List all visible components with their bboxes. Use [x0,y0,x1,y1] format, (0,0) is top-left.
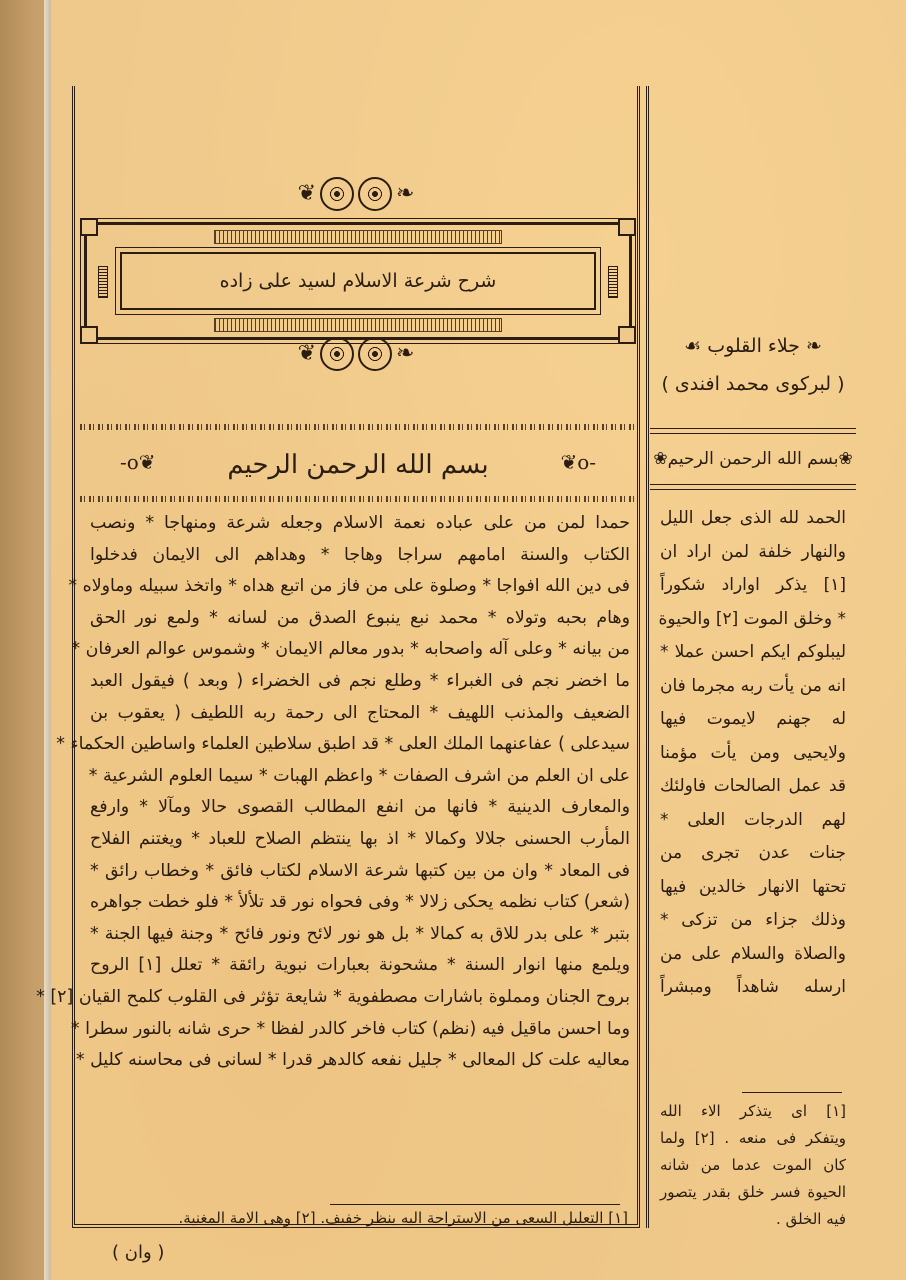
margin-basmala [650,434,856,484]
margin-footnote-line: كان الموت عدما من شانه [660,1156,846,1174]
margin-footnote-line: فيه الخلق . [776,1210,846,1228]
text-line: حمدا لمن من على عباده نعمة الاسلام وجعله شرعة ومنهاجا * ونصب [90,513,630,533]
text-line: (شعر) كتاب نظمه يحكى زلالا * وفى فحواه نور قد تلألأ * فلو خطت جواهره [90,892,630,913]
margin-footnote-line: الحيوة فسر خلق بقدر يتصور [660,1183,846,1201]
margin-title [650,328,856,364]
flourish-right-icon: ❦o- [560,450,596,474]
text-line: على ان العلم من اشرف الصفات * واعظم الهبات * سيما العلوم الشرعية * [88,765,630,786]
margin-text-line: قد عمل الصالحات فاولئك [660,776,846,796]
margin-text-line: تحتها الانهار خالدين فيها [660,876,846,897]
margin-header [650,328,856,404]
flourish-icon: ❧ [799,335,822,357]
rosette-icon [358,337,392,371]
text-line: الكتاب والسنة امامهم سراجا وهاجا * وهداهم الى الايمان فدخلوا [90,544,630,565]
basmala-band [84,434,632,496]
text-line: بتبر * على بدر للاق به كمالا * بل هو نور لائح ونور فائح * وجنة فيها الجنة * [90,923,630,944]
corner-square-icon [618,326,636,344]
book-spine [0,0,44,1280]
margin-column-divider [646,86,649,1228]
text-line: الضعيف والمذنب اللهيف * المحتاج الى رحمة ربه اللطيف ( يعقوب بن [90,702,630,723]
text-line: فى دين الله افواجا * وصلوة على من فاز من اتبع هداه * واتخذ سبيله وماولاه * [68,576,630,597]
text-line: من بيانه * وعلى آله واصحابه * بدور معالم الايمان * وشموس عوالم العرفان * [71,639,630,660]
margin-text-line: ليبلوكم ايكم احسن عملا * [660,642,846,662]
scroll-flourish-icon: ❦ [297,181,316,206]
margin-text-line: [١] يذكر اواراد شكوراً [660,575,846,595]
text-line: وما احسن ماقيل فيه (نظم) كتاب فاخر كالدر لفظا * حرى شانه بالنور سطرا * [70,1018,630,1039]
rosette-icon [358,177,392,211]
cartouche-band [214,318,502,332]
text-line: المأرب الحسنى جلالا وكمالا * اذ بها ينتظم الصلاح للعباد * ويغتنم الفلاح [90,828,630,849]
text-line: معاليه علت كل المعالى * جليل نفعه كالدهر قدرا * لسانى فى محاسنه كليل * [75,1050,630,1071]
text-line: فى المعاد * وان من بين كتبها شرعة الاسلام لكتاب فائق * وخطاب رائق * [90,860,630,881]
flower-icon: ❀ [653,449,668,469]
main-footnote: [١] التعليل السعى من الاستراحة اليه ينظر خفيف. [٢] وهى الامة المغنية. [178,1209,628,1227]
rosette-icon [320,337,354,371]
catchword: ( وان ) [112,1242,165,1263]
margin-text-line: انه من يأت ربه مجرما فان [660,675,846,696]
margin-rule [650,484,856,490]
margin-text-line: لهم الدرجات العلى * [660,809,846,830]
margin-text-line: ولايحيى ومن يأت مؤمنا [660,742,846,763]
flourish-icon: ☙ [684,335,708,357]
margin-body-text [660,502,846,1005]
page-title: شرح شرعة الاسلام لسيد على زاده [219,270,497,292]
margin-title-text: جلاء القلوب [707,335,800,357]
text-line: والمعارف الدينية * فانها من انفع المطالب القصوى حالا ومآلا * وارفع [90,797,630,818]
margin-text-line: * وخلق الموت [٢] والحيوة [658,608,846,629]
cartouche-side-panel [98,266,108,298]
text-line: وهام بحبه وتولاه * محمد نبع ينبوع الصدق من لسانه * ولمع نور الحق [90,607,630,628]
flourish-left-icon: -o❦ [120,450,156,474]
text-line: بروح الجنان ومملوة باشارات مصطفوية * شايعة تؤثر فى القلوب كلمح القيان [٢] * [36,986,630,1007]
scroll-flourish-icon: ❧ [396,181,415,206]
cartouche-band [214,230,502,244]
bottom-ornament [296,332,416,376]
flower-icon: ❀ [838,449,853,469]
text-line: ما اخضر نجم فى الغبراء * وطلع نجم فى الخضراء ( وبعد ) فيقول العبد [90,670,630,691]
corner-square-icon [618,218,636,236]
margin-basmala-text: بسم الله الرحمن الرحيم [667,449,839,469]
corner-square-icon [80,326,98,344]
cartouche-side-panel [608,266,618,298]
top-ornament [296,172,416,216]
scroll-flourish-icon: ❧ [396,341,415,366]
margin-text-line: ارسله شاهداً ومبشراً [660,977,846,997]
margin-footnote-line: [١] اى يتذكر الاء الله [660,1102,846,1120]
margin-author: ( لبركوى محمد افندى ) [661,373,845,395]
margin-text-line: جنات عدن تجرى من [660,843,846,863]
text-line: ويلمع منها انوار السنة * مشحونة بعبارات نبوية رائقة * تعلل [١] الروح [90,955,630,976]
dotted-rule [80,424,636,430]
dotted-rule [80,496,636,502]
footnote-rule [330,1204,620,1205]
margin-text-line: والصلاة والسلام على من [660,943,846,964]
margin-footnote-rule [742,1092,842,1093]
title-cartouche [84,222,632,340]
scroll-flourish-icon: ❦ [297,341,316,366]
page-edge [44,0,51,1280]
rosette-icon [320,177,354,211]
margin-footnote [660,1098,846,1233]
cartouche-inner [120,252,596,310]
basmala-calligraphy: بسم الله الرحمن الرحيم [227,450,489,480]
margin-text-line: وذلك جزاء من تزكى * [660,910,846,930]
margin-text-line: الحمد لله الذى جعل الليل [660,508,846,528]
text-line: سيدعلى ) عفاعنهما الملك العلى * قد اطبق سلاطين العلماء واساطين الحكماء * [56,734,630,755]
corner-square-icon [80,218,98,236]
main-body-text [36,508,630,1077]
margin-text-line: له جهنم لايموت فيها [660,709,846,729]
margin-text-line: والنهار خلفة لمن اراد ان [660,541,846,562]
margin-footnote-line: ويتفكر فى منعه . [٢] ولما [660,1129,846,1147]
